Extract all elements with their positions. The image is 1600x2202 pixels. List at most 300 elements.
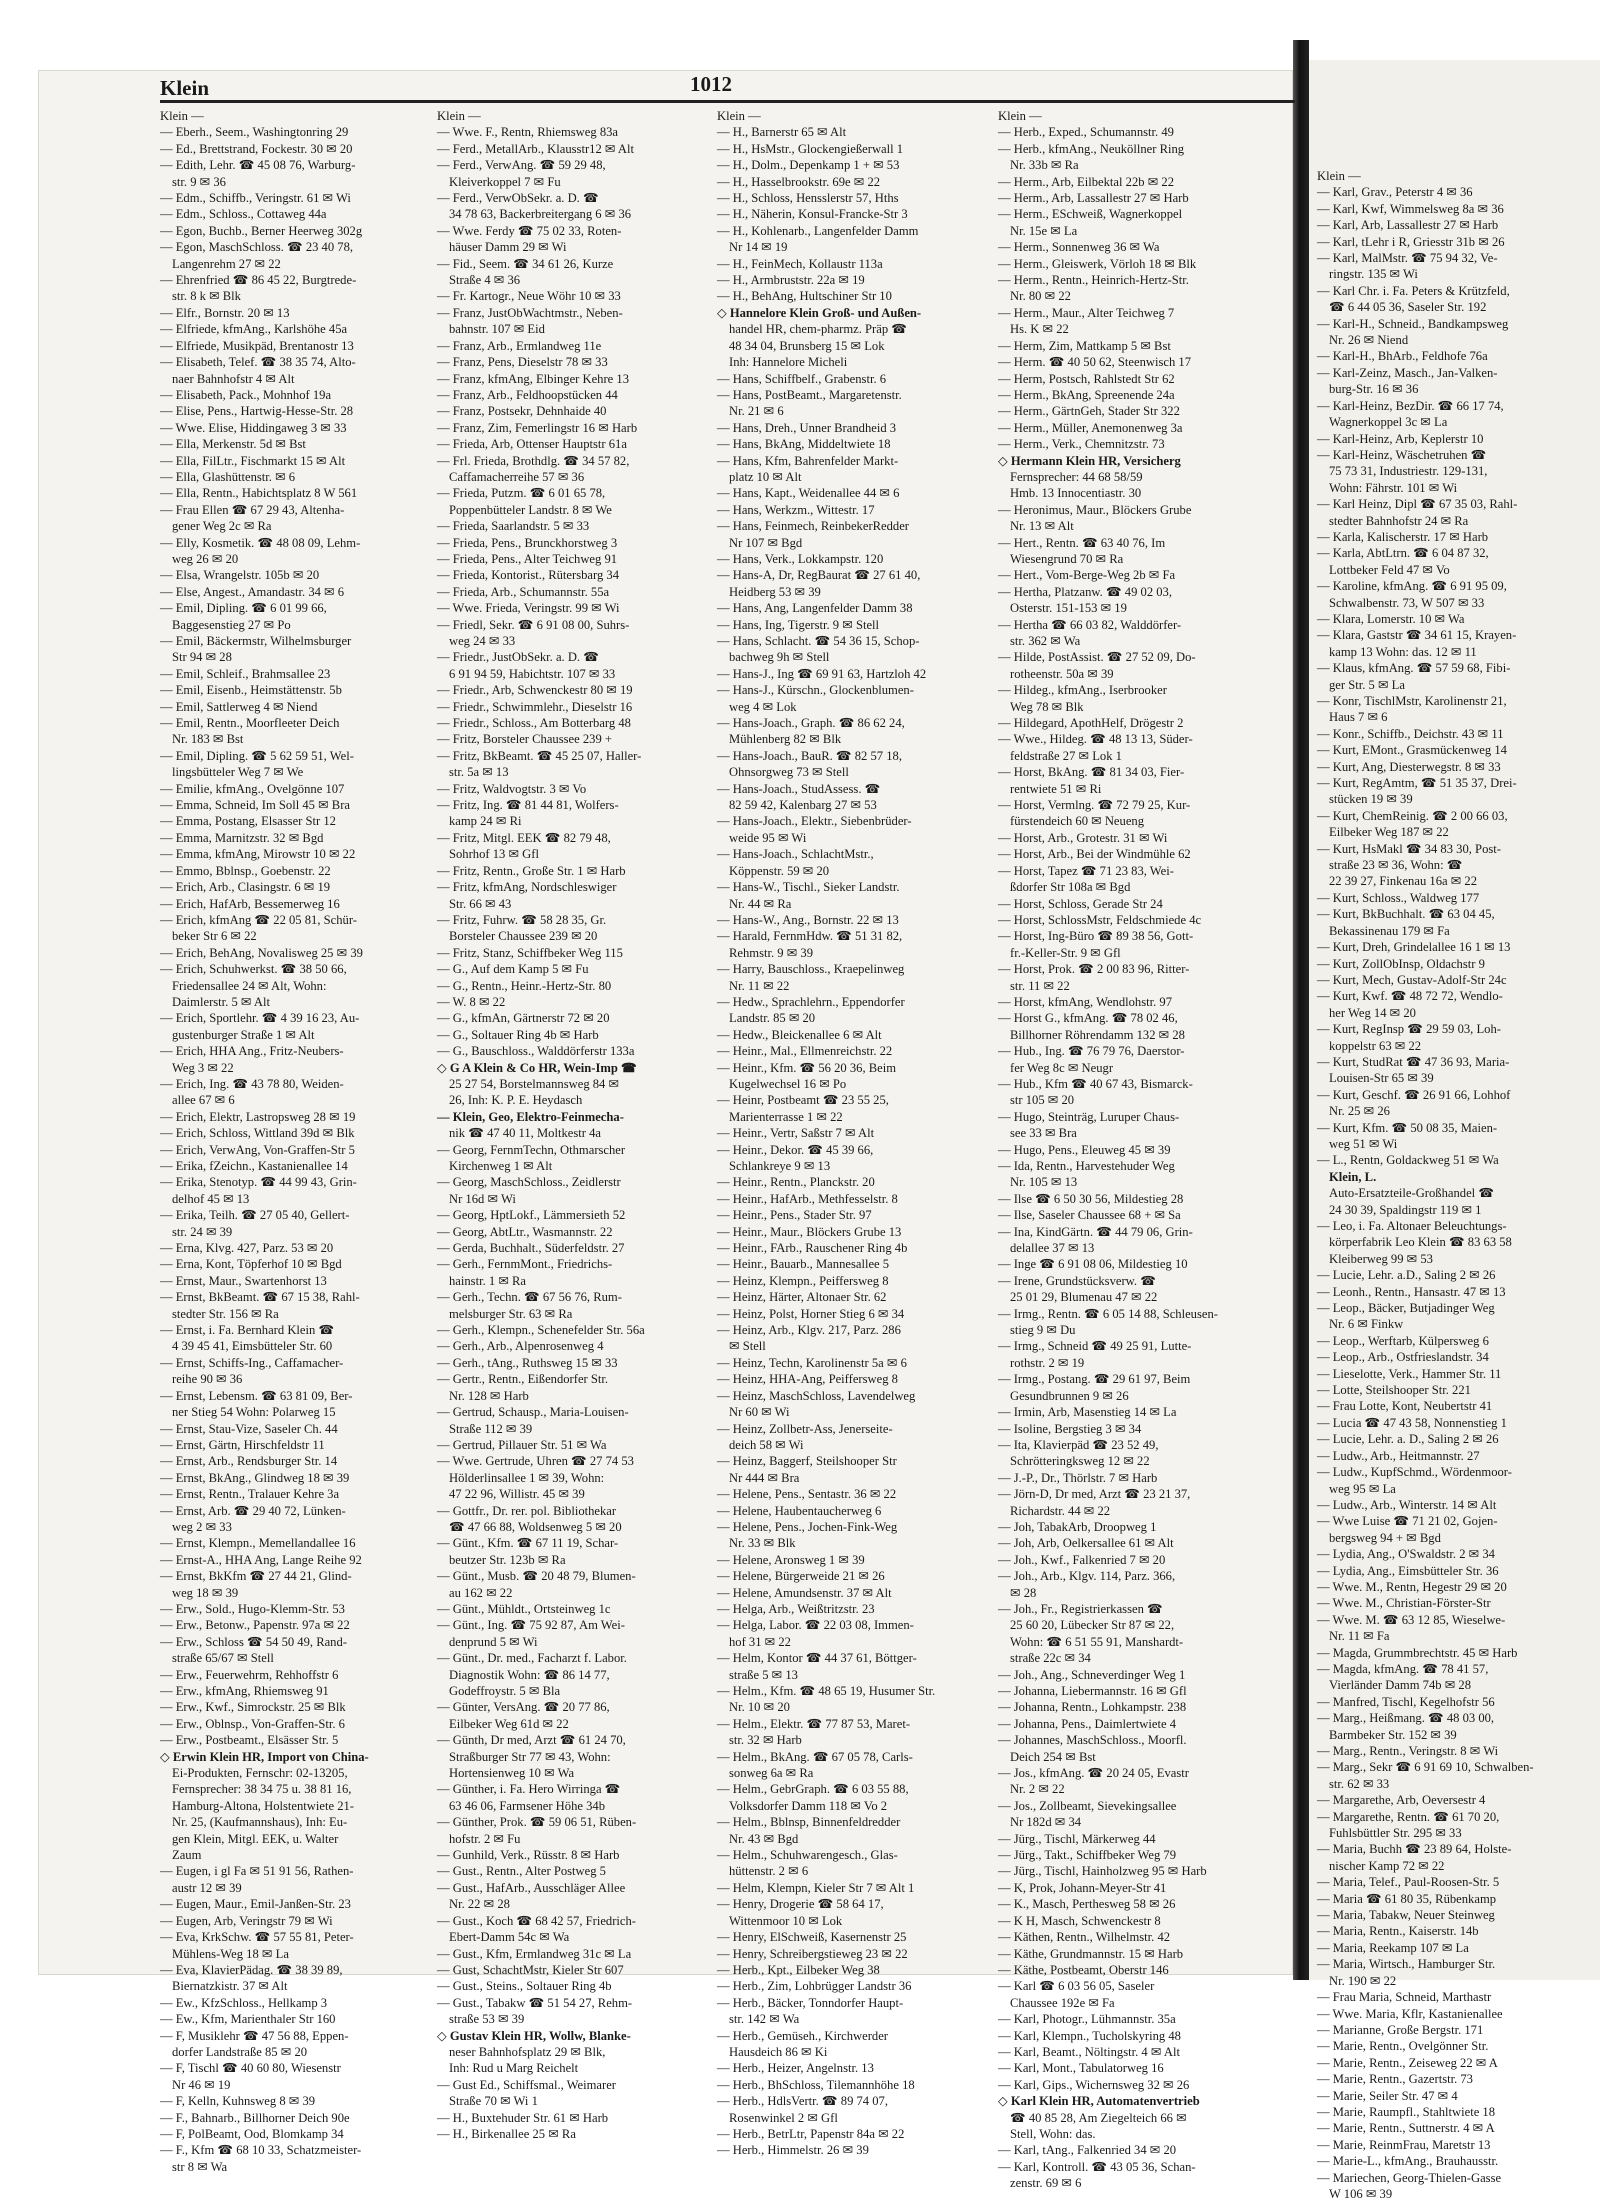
directory-entry: — Karl, Mont., Tabulatorweg 16 — [998, 2061, 1164, 2076]
directory-entry: fer Weg 8c ✉ Neugr — [1010, 1060, 1114, 1075]
directory-entry: Hausdeich 86 ✉ Ki — [729, 2044, 828, 2059]
directory-entry: — Ernst, Arb., Rendsburger Str. 14 — [160, 1454, 338, 1469]
directory-entry: Lottbeker Feld 47 ✉ Vo — [1329, 562, 1450, 577]
directory-entry: — Gust., Steins., Soltauer Ring 4b — [437, 1979, 612, 1994]
directory-entry: weide 95 ✉ Wi — [729, 830, 807, 845]
directory-entry: — Hedw., Bleickenallee 6 ✉ Alt — [717, 1027, 882, 1042]
directory-entry: — Günt., Kfm. ☎ 67 11 19, Schar- — [437, 1536, 619, 1551]
directory-entry: — Heinz, HHA-Ang, Peiffersweg 8 — [717, 1372, 898, 1387]
directory-entry: — Klaus, kfmAng. ☎ 57 59 68, Fibi- — [1317, 661, 1511, 676]
directory-entry: — Helene, Aronsweg 1 ✉ 39 — [717, 1552, 865, 1567]
directory-entry: — Ernst, Rentn., Tralauer Kehre 3a — [160, 1487, 340, 1502]
directory-entry: — Erich, Ing. ☎ 43 78 80, Weiden- — [160, 1076, 344, 1091]
directory-entry: — Hub., Ing. ☎ 76 79 76, Daerstor- — [998, 1044, 1185, 1059]
directory-entry: Kleiverkoppel 7 ✉ Fu — [449, 174, 561, 189]
directory-entry: — Lieselotte, Verk., Hammer Str. 11 — [1317, 1366, 1502, 1381]
directory-entry: — Fritz, Mitgl. EEK ☎ 82 79 48, — [437, 830, 611, 845]
directory-entry: — Marie-L., kfmAng., Brauhausstr. — [1317, 2154, 1499, 2169]
directory-entry: — Ella, Rentn., Habichtsplatz 8 W 561 — [160, 486, 358, 501]
directory-entry: — Ehrenfried ☎ 86 45 22, Burgtrede- — [160, 273, 357, 288]
directory-entry: — Lucie, Lehr. a.D., Saling 2 ✉ 26 — [1317, 1268, 1496, 1283]
directory-entry: — Helm., Elektr. ☎ 77 87 53, Maret- — [717, 1716, 911, 1731]
directory-entry: — Ernst, BkKfm ☎ 27 44 21, Glind- — [160, 1569, 352, 1584]
directory-entry: — G., Auf dem Kamp 5 ✉ Fu — [437, 962, 589, 977]
directory-entry: häuser Damm 29 ✉ Wi — [449, 240, 567, 255]
directory-entry: — Heinz, Härter, Altonaer Str. 62 — [717, 1290, 887, 1305]
directory-entry: — H., Hasselbrookstr. 69e ✉ 22 — [717, 174, 881, 189]
directory-entry: — Hans, Kfm, Bahrenfelder Markt- — [717, 453, 899, 468]
directory-entry: — Karla, Kalischerstr. 17 ✉ Harb — [1317, 529, 1489, 544]
directory-entry: — Irmg., Rentn. ☎ 6 05 14 88, Schleusen- — [998, 1306, 1218, 1321]
directory-entry: — Irmg., Schneid ☎ 49 25 91, Lutte- — [998, 1339, 1192, 1354]
directory-entry: Fernsprecher: 38 34 75 u. 38 81 16, — [172, 1782, 352, 1797]
directory-entry: — Erw., Oblnsp., Von-Graffen-Str. 6 — [160, 1716, 345, 1731]
directory-entry: — Wwe., Hildeg. ☎ 48 13 13, Süder- — [998, 732, 1193, 747]
directory-entry: — Ella, Glashüttenstr. ✉ 6 — [160, 469, 296, 484]
header-rule — [160, 100, 1295, 103]
directory-entry: — Horst, Ing-Büro ☎ 89 38 56, Gott- — [998, 929, 1194, 944]
directory-entry: — Karl-Heinz, Wäschetruhen ☎ — [1317, 447, 1487, 462]
directory-entry: — Marie, Rentn., Suttnerstr. 4 ✉ A — [1317, 2121, 1495, 2136]
directory-entry: weg 51 ✉ Wi — [1329, 1136, 1398, 1151]
directory-entry: — Frieda, Arb, Ottenser Hauptstr 61a — [437, 437, 627, 452]
directory-entry: Nr. 10 ✉ 20 — [729, 1700, 790, 1715]
directory-entry: — Gust., HafArb., Ausschläger Allee — [437, 1880, 626, 1895]
directory-entry: — Hans-J., Kürschn., Glockenblumen- — [717, 683, 914, 698]
directory-entry: — Irene, Grundstücksverw. ☎ — [998, 1273, 1156, 1288]
directory-entry: — Gottfr., Dr. rer. pol. Bibliothekar — [437, 1503, 617, 1518]
directory-entry: — Erika, fZeichn., Kastanienallee 14 — [160, 1159, 348, 1173]
directory-entry: — Gust., Koch ☎ 68 42 57, Friedrich- — [437, 1913, 636, 1928]
directory-entry: Caffamacherreihe 57 ✉ 36 — [449, 469, 585, 484]
column-head: Klein — — [998, 109, 1042, 123]
directory-entry: — Hans, Kapt., Weidenallee 44 ✉ 6 — [717, 486, 900, 501]
directory-entry: — Karl Chr. i. Fa. Peters & Krützfeld, — [1317, 283, 1510, 298]
directory-entry: str. 362 ✉ Wa — [1010, 634, 1081, 648]
directory-entry: — Egon, Buchb., Berner Heerweg 302g — [160, 223, 363, 238]
directory-entry: Mühlenberg 82 ✉ Blk — [729, 732, 842, 747]
directory-entry: Nr 107 ✉ Bgd — [729, 535, 803, 550]
directory-entry: — Heinr., FArb., Rauschener Ring 4b — [717, 1241, 908, 1256]
directory-entry: — Ernst, Gärtn, Hirschfeldstr 11 — [160, 1437, 325, 1452]
directory-entry: Billhorner Röhrendamm 132 ✉ 28 — [1010, 1027, 1185, 1042]
directory-entry: — Emil, Eisenb., Heimstättenstr. 5b — [160, 683, 342, 698]
directory-entry: — Frieda, Arb., Schumannstr. 55a — [437, 584, 610, 599]
directory-entry: stücken 19 ✉ 39 — [1329, 792, 1413, 807]
directory-entry: — Horst, Prok. ☎ 2 00 83 96, Ritter- — [998, 962, 1190, 977]
directory-entry: — Joh., Arb., Klgv. 114, Parz. 366, — [998, 1569, 1176, 1584]
directory-entry: — L., Rentn, Goldackweg 51 ✉ Wa — [1317, 1153, 1499, 1168]
directory-entry: Inh: Hannelore Micheli — [729, 355, 848, 370]
directory-entry: — Karl, tAng., Falkenried 34 ✉ 20 — [998, 2143, 1177, 2158]
directory-entry: — Friedr., Arb, Schwenckestr 80 ✉ 19 — [437, 683, 633, 698]
directory-entry: kamp 24 ✉ Ri — [449, 814, 522, 829]
directory-entry: — Ew., KfzSchloss., Hellkamp 3 — [160, 1995, 328, 2010]
directory-entry: — Henry, Schreibergstieweg 23 ✉ 22 — [717, 1946, 908, 1961]
directory-entry: — Herb., Exped., Schumannstr. 49 — [998, 125, 1174, 140]
directory-entry: — Herm., BkAng, Spreenende 24a — [998, 387, 1175, 402]
directory-entry: — Hert., Rentn. ☎ 63 40 76, Im — [998, 535, 1166, 550]
directory-entry: ner Stieg 54 Wohn: Polarweg 15 — [172, 1405, 336, 1420]
directory-entry: — Günter, VersAng. ☎ 20 77 86, — [437, 1700, 610, 1715]
directory-entry: — Wwe Luise ☎ 71 21 02, Gojen- — [1317, 1514, 1498, 1529]
column-head: Klein — — [1317, 169, 1361, 183]
directory-entry: — Gust Ed., Schiffsmal., Weimarer — [437, 2077, 616, 2092]
directory-entry: — Konr, TischlMstr, Karolinenstr 21, — [1317, 694, 1507, 708]
directory-entry: — Wwe. M. ☎ 63 12 85, Wieselwe- — [1317, 1612, 1506, 1627]
directory-entry: — Günth, Dr med, Arzt ☎ 61 24 70, — [437, 1733, 626, 1748]
directory-entry: beutzer Str. 123b ✉ Ra — [449, 1552, 566, 1567]
directory-entry: — Hedw., Sprachlehrn., Eppendorfer — [717, 994, 905, 1009]
directory-entry: — Hans-Joach., SchlachtMstr., — [717, 847, 874, 862]
directory-entry: — Emilie, kfmAng., Ovelgönne 107 — [160, 781, 345, 796]
directory-entry: — Hans-W., Tischl., Sieker Landstr. — [717, 880, 900, 895]
directory-entry: str. 11 ✉ 22 — [1010, 978, 1070, 993]
directory-entry: Nr 444 ✉ Bra — [729, 1470, 800, 1485]
directory-entry: — Georg, AbtLtr., Wasmannstr. 22 — [437, 1224, 613, 1239]
directory-entry: — Wwe. Ferdy ☎ 75 02 33, Roten- — [437, 223, 622, 238]
directory-entry: Wohn: ☎ 6 51 55 91, Manshardt- — [1010, 1634, 1184, 1649]
directory-entry: — Herm., Verk., Chemnitzstr. 73 — [998, 437, 1165, 452]
directory-entry: allee 67 ✉ 6 — [172, 1093, 235, 1108]
directory-entry: melsburger Str. 63 ✉ Ra — [449, 1306, 573, 1321]
directory-entry: Ebert-Damm 54c ✉ Wa — [449, 1930, 570, 1945]
directory-entry: — Lydia, Ang., Eimsbütteler Str. 36 — [1317, 1563, 1499, 1578]
directory-entry: — Ed., Brettstrand, Fockestr. 30 ✉ 20 — [160, 141, 353, 156]
directory-entry: str. 9 ✉ 36 — [172, 174, 226, 189]
directory-entry: — H., Dolm., Depenkamp 1 + ✉ 53 — [717, 158, 900, 173]
directory-entry: Nr 16d ✉ Wi — [449, 1191, 516, 1206]
directory-entry: rothstr. 2 ✉ 19 — [1010, 1355, 1085, 1370]
directory-entry: — Marianne, Große Bergstr. 171 — [1317, 2022, 1484, 2037]
directory-entry: platz 10 ✉ Alt — [729, 469, 802, 484]
directory-entry: — Friedr., Schwimmlehr., Dieselstr 16 — [437, 699, 633, 714]
directory-entry: — Erw., Sold., Hugo-Klemm-Str. 53 — [160, 1601, 345, 1616]
directory-entry: str. 142 ✉ Wa — [729, 2012, 800, 2027]
directory-entry: — Eva, KlavierPädag. ☎ 38 39 89, — [160, 1962, 343, 1977]
directory-entry: — Elise, Pens., Hartwig-Hesse-Str. 28 — [160, 404, 354, 419]
directory-entry: — Günt., Mühldt., Ortsteinweg 1c — [437, 1601, 611, 1616]
directory-entry: — Karoline, kfmAng. ☎ 6 91 95 09, — [1317, 579, 1507, 594]
directory-entry: — Friedr., Schloss., Am Botterbarg 48 — [437, 716, 631, 731]
directory-entry: — Herm., ESchweiß, Wagnerkoppel — [998, 207, 1183, 222]
directory-entry: — Emil, Rentn., Moorfleeter Deich — [160, 716, 340, 731]
directory-entry: ger Str. 5 ✉ La — [1329, 677, 1405, 692]
directory-entry: — Käthe, Postbeamt, Oberstr 146 — [998, 1962, 1169, 1977]
directory-entry: Kugelwechsel 16 ✉ Po — [729, 1076, 847, 1091]
directory-entry: — Gerh., FernmMont., Friedrichs- — [437, 1257, 613, 1272]
directory-entry: — Erich, Sportlehr. ☎ 4 39 16 23, Au- — [160, 1011, 360, 1026]
directory-entry: — Gust., Rentn., Alter Postweg 5 — [437, 1864, 606, 1879]
directory-entry: — Marie, ReinmFrau, Maretstr 13 — [1317, 2137, 1491, 2152]
directory-entry: Mühlens-Weg 18 ✉ La — [172, 1946, 289, 1961]
directory-entry: — Hugo, Pens., Eleuweg 45 ✉ 39 — [998, 1142, 1171, 1157]
directory-entry: Nr. 128 ✉ Harb — [449, 1388, 529, 1403]
directory-entry: — Heinr., Kfm. ☎ 56 20 36, Beim — [717, 1060, 897, 1075]
directory-entry: Nr 60 ✉ Wi — [729, 1405, 790, 1420]
directory-entry: zenstr. 69 ✉ 6 — [1010, 2176, 1082, 2191]
directory-entry: — Joh, TabakArb, Droopweg 1 — [998, 1519, 1157, 1534]
directory-entry: — Emil, Sattlerweg 4 ✉ Niend — [160, 699, 318, 714]
directory-entry: Borsteler Chaussee 239 ✉ 20 — [449, 929, 598, 944]
directory-entry: — Ferd., VerwObSekr. a. D. ☎ — [437, 191, 599, 206]
directory-entry: — Emil, Schleif., Brahmsallee 23 — [160, 666, 331, 681]
directory-entry: Nr. 11 ✉ 22 — [729, 978, 790, 993]
directory-entry: Nr. 43 ✉ Bgd — [729, 1831, 799, 1846]
directory-entry: Heidberg 53 ✉ 39 — [729, 584, 821, 599]
directory-entry: ◇ G A Klein & Co HR, Wein-Imp ☎ — [437, 1060, 637, 1075]
directory-entry: Nr. 25 ✉ 26 — [1329, 1104, 1390, 1119]
directory-entry: — Horst, Tapez ☎ 71 23 83, Wei- — [998, 863, 1174, 878]
directory-entry: — Heinz, Baggerf, Steilshooper Str — [717, 1454, 897, 1469]
directory-entry: weg 24 ✉ 33 — [449, 634, 516, 648]
directory-entry: Köppenstr. 59 ✉ 20 — [729, 863, 830, 878]
directory-entry: straße 23 ✉ 36, Wohn: ☎ — [1329, 858, 1463, 873]
directory-entry: — Edm., Schloss., Cottaweg 44a — [160, 207, 327, 222]
directory-entry: — Leop., Bäcker, Butjadinger Weg — [1317, 1301, 1495, 1316]
directory-entry: — Karl, Kontroll. ☎ 43 05 36, Schan- — [998, 2159, 1196, 2174]
directory-entry: — Magda, kfmAng. ☎ 78 41 57, — [1317, 1661, 1489, 1676]
directory-entry: 25 60 20, Lübecker Str 87 ✉ 22, — [1010, 1618, 1175, 1633]
directory-entry: — Elisabeth, Telef. ☎ 38 35 74, Alto- — [160, 355, 356, 370]
directory-entry: — Herm., Arb, Eilbektal 22b ✉ 22 — [998, 174, 1174, 189]
directory-entry: — Herb., kfmAng., Neuköllner Ring — [998, 141, 1185, 156]
directory-entry: weg 26 ✉ 20 — [172, 551, 239, 566]
directory-entry: — Ilse ☎ 6 50 30 56, Mildestieg 28 — [998, 1191, 1184, 1206]
directory-entry: Schlankreye 9 ✉ 13 — [729, 1159, 831, 1173]
directory-entry: — Karla, AbtLtrn. ☎ 6 04 87 32, — [1317, 546, 1489, 561]
directory-entry: — Frieda, Pens., Brunckhorstweg 3 — [437, 535, 618, 550]
directory-entry: — Herb., Gemüseh., Kirchwerder — [717, 2028, 889, 2043]
directory-entry: — Heinz, Klempn., Peiffersweg 8 — [717, 1273, 889, 1288]
directory-entry: — Emmo, Bblnsp., Goebenstr. 22 — [160, 863, 331, 878]
directory-entry: — H., Kohlenarb., Langenfelder Damm — [717, 223, 919, 238]
directory-entry: — Gertrud, Pillauer Str. 51 ✉ Wa — [437, 1437, 607, 1452]
directory-entry: — Herb., Bäcker, Tonndorfer Haupt- — [717, 1995, 904, 2010]
directory-entry: — Kurt, Mech, Gustav-Adolf-Str 24c — [1317, 972, 1507, 987]
directory-entry: bergsweg 94 + ✉ Bgd — [1329, 1530, 1441, 1545]
directory-entry: — Herb., Kpt., Eilbeker Weg 38 — [717, 1962, 880, 1977]
directory-entry: — Frieda, Kontorist., Rütersbarg 34 — [437, 568, 620, 583]
directory-entry: — Karl, Klempn., Tucholskyring 48 — [998, 2028, 1181, 2043]
directory-entry: — Helene, Pens., Sentastr. 36 ✉ 22 — [717, 1487, 897, 1502]
directory-entry: — Heinr., HafArb., Methfesselstr. 8 — [717, 1191, 898, 1206]
directory-entry: ringstr. 135 ✉ Wi — [1329, 267, 1418, 282]
directory-entry: — Ernst, Schiffs-Ing., Caffamacher- — [160, 1355, 344, 1370]
directory-entry: Sohrhof 13 ✉ Gfl — [449, 847, 539, 862]
directory-entry: — Henry, ElSchweiß, Kasernenstr 25 — [717, 1930, 907, 1945]
directory-entry: — Kurt, RegInsp ☎ 29 59 03, Loh- — [1317, 1022, 1501, 1037]
directory-entry: Nr. 2 ✉ 22 — [1010, 1782, 1065, 1797]
directory-entry: ßdorfer Str 108a ✉ Bgd — [1010, 880, 1131, 895]
directory-entry: — Jörn-D, Dr med, Arzt ☎ 23 21 37, — [998, 1487, 1191, 1502]
directory-entry: — Georg, MaschSchloss., Zeidlerstr — [437, 1175, 621, 1190]
directory-entry: — Johanna, Liebermannstr. 16 ✉ Gfl — [998, 1684, 1187, 1698]
directory-entry: Nr 46 ✉ 19 — [172, 2077, 231, 2092]
directory-entry: — Magda, Grummbrechtstr. 45 ✉ Harb — [1317, 1645, 1518, 1660]
directory-entry: — Eva, KrkSchw. ☎ 57 55 81, Peter- — [160, 1930, 354, 1945]
directory-entry: — Karl, Beamt., Nöltingstr. 4 ✉ Alt — [998, 2044, 1180, 2059]
directory-entry: hofstr. 2 ✉ Fu — [449, 1831, 521, 1846]
directory-entry: — Hans, Werkzm., Wittestr. 17 — [717, 502, 875, 517]
directory-entry: — Franz, Arb., Ermlandweg 11e — [437, 338, 602, 353]
directory-entry: stieg 9 ✉ Du — [1010, 1323, 1076, 1338]
directory-entry: — Hans-Joach., Graph. ☎ 86 62 24, — [717, 716, 905, 731]
directory-entry: burg-Str. 16 ✉ 36 — [1329, 382, 1419, 397]
directory-entry: — K, Prok, Johann-Meyer-Str 41 — [998, 1880, 1167, 1895]
directory-entry: — Käthe, Grundmannstr. 15 ✉ Harb — [998, 1946, 1184, 1961]
directory-entry: — H., HsMstr., Glockengießerwall 1 — [717, 141, 904, 156]
directory-entry: — G., Soltauer Ring 4b ✉ Harb — [437, 1027, 599, 1042]
directory-entry: — Maria, Telef., Paul-Roosen-Str. 5 — [1317, 1875, 1500, 1890]
directory-entry: — Elfriede, kfmAng., Karlshöhe 45a — [160, 322, 348, 337]
directory-entry: — Harald, FernmHdw. ☎ 51 31 82, — [717, 929, 903, 944]
directory-entry: — Jürg., Takt., Schiffbeker Weg 79 — [998, 1848, 1177, 1863]
directory-entry: rotheenstr. 50a ✉ 39 — [1010, 666, 1114, 681]
directory-entry: — Johanna, Pens., Daimlertwiete 4 — [998, 1716, 1177, 1731]
directory-entry: gustenburger Straße 1 ✉ Alt — [172, 1027, 315, 1042]
directory-entry: Hölderlinsallee 1 ✉ 39, Wohn: — [449, 1470, 605, 1485]
directory-entry: — Heinr., Mal., Ellmenreichstr. 22 — [717, 1044, 893, 1059]
directory-entry: — Isoline, Bergstieg 3 ✉ 34 — [998, 1421, 1142, 1436]
directory-entry: — Marg., Rentn., Veringstr. 8 ✉ Wi — [1317, 1744, 1499, 1758]
directory-entry: — Karl, MalMstr. ☎ 75 94 32, Ve- — [1317, 251, 1498, 266]
directory-entry: Wohn: Fährstr. 101 ✉ Wi — [1329, 480, 1458, 495]
directory-entry: Gesundbrunnen 9 ✉ 26 — [1010, 1388, 1129, 1403]
directory-entry: — Helene, Haubentaucherweg 6 — [717, 1503, 882, 1518]
directory-entry: ☎ 6 44 05 36, Saseler Str. 192 — [1329, 300, 1487, 315]
directory-entry: — Friedl, Sekr. ☎ 6 91 08 00, Suhrs- — [437, 617, 630, 632]
column-head: Klein — — [160, 109, 204, 123]
directory-entry: straße 5 ✉ 13 — [729, 1667, 798, 1682]
column-head: Klein — — [717, 109, 761, 123]
directory-entry: — Erich, kfmAng ☎ 22 05 81, Schür- — [160, 912, 357, 927]
directory-entry: Nr 182d ✉ 34 — [1010, 1815, 1082, 1830]
directory-entry: — Emma, Postang, Elsasser Str 12 — [160, 814, 336, 829]
directory-entry: — Heinr., Rentn., Planckstr. 20 — [717, 1175, 875, 1190]
directory-entry: sonweg 6a ✉ Ra — [729, 1766, 814, 1781]
directory-entry: — Irmin, Arb, Masenstieg 14 ✉ La — [998, 1405, 1177, 1420]
directory-entry: — Georg, HptLokf., Lämmersieth 52 — [437, 1208, 626, 1223]
directory-entry: — Karl Heinz, Dipl ☎ 67 35 03, Rahl- — [1317, 497, 1518, 512]
directory-entry: fürstendeich 60 ✉ Neueng — [1010, 814, 1144, 829]
directory-entry: 48 34 04, Brunsberg 15 ✉ Lok — [729, 338, 885, 353]
directory-entry: — Karl, Kwf, Wimmelsweg 8a ✉ 36 — [1317, 201, 1504, 216]
directory-entry: Schwalbenstr. 73, W 507 ✉ 33 — [1329, 595, 1485, 610]
directory-entry: — Erich, HafArb, Bessemerweg 16 — [160, 896, 340, 911]
directory-entry: 26, Inh: K. P. E. Heydasch — [449, 1093, 583, 1108]
directory-entry: — Erika, Teilh. ☎ 27 05 40, Gellert- — [160, 1208, 350, 1223]
directory-entry: — Herb., BetrLtr, Papenstr 84a ✉ 22 — [717, 2126, 905, 2141]
facing-page — [1309, 60, 1600, 2201]
directory-entry: — Helm., BkAng. ☎ 67 05 78, Carls- — [717, 1749, 913, 1764]
directory-entry: — Herb., Himmelstr. 26 ✉ 39 — [717, 2143, 869, 2158]
directory-entry: — Herm., Sonnenweg 36 ✉ Wa — [998, 240, 1160, 255]
directory-entry: ◇ Karl Klein HR, Automatenvertrieb — [998, 2094, 1200, 2109]
directory-entry: — Elfriede, Musikpäd, Brentanostr 13 — [160, 338, 354, 353]
directory-entry: — Kurt, HsMakl ☎ 34 83 30, Post- — [1317, 841, 1501, 856]
directory-entry: — Herm, Zim, Mattkamp 5 ✉ Bst — [998, 338, 1171, 353]
directory-entry: — Karl, Grav., Peterstr 4 ✉ 36 — [1317, 185, 1473, 200]
directory-entry: — Horst, SchlossMstr, Feldschmiede 4c — [998, 912, 1202, 927]
directory-entry: — Maria, Reekamp 107 ✉ La — [1317, 1940, 1469, 1955]
directory-entry: — G., Bauschloss., Walddörferstr 133a — [437, 1044, 635, 1059]
directory-entry: koppelstr 63 ✉ 22 — [1329, 1038, 1422, 1053]
directory-entry: Schrötteringksweg 12 ✉ 22 — [1010, 1454, 1150, 1469]
directory-entry: — Hans-Joach., StudAssess. ☎ — [717, 781, 881, 796]
directory-entry: — Frau Maria, Schneid, Marthastr — [1317, 1990, 1492, 2005]
directory-entry: ◇ Erwin Klein HR, Import von China- — [160, 1749, 369, 1764]
directory-entry: Weg 3 ✉ 22 — [172, 1060, 234, 1075]
directory-entry: delhof 45 ✉ 13 — [172, 1191, 250, 1206]
directory-entry: — Helga, Arb., Weißtritzstr. 23 — [717, 1601, 875, 1616]
directory-entry: weg 95 ✉ La — [1329, 1481, 1396, 1496]
directory-entry: — Kurt, Kfm. ☎ 50 08 35, Maien- — [1317, 1120, 1498, 1135]
directory-entry: — Heinz, Techn, Karolinenstr 5a ✉ 6 — [717, 1355, 907, 1370]
directory-entry: — Gertr., Rentn., Eißendorfer Str. — [437, 1372, 609, 1387]
directory-entry: Straße 70 ✉ Wi 1 — [449, 2094, 538, 2109]
directory-entry: Nr. 44 ✉ Ra — [729, 896, 792, 911]
directory-entry: — Hans, BkAng, Middeltwiete 18 — [717, 437, 891, 452]
directory-entry: 6 91 94 59, Habichtstr. 107 ✉ 33 — [449, 666, 616, 681]
column-head: Klein — — [437, 109, 481, 123]
directory-column-5 — [1317, 168, 1597, 2201]
directory-entry: — Günther, Prok. ☎ 59 06 51, Rüben- — [437, 1815, 637, 1830]
directory-column-1 — [160, 108, 418, 2174]
directory-entry: Nr. 33b ✉ Ra — [1010, 158, 1079, 173]
directory-entry: — Herm., Arb, Lassallestr 27 ✉ Harb — [998, 191, 1189, 206]
directory-entry: — Gerh., Techn. ☎ 67 56 76, Rum- — [437, 1290, 622, 1305]
directory-entry: — Fritz, kfmAng, Nordschleswiger — [437, 880, 617, 895]
directory-entry: ☎ 40 85 28, Am Ziegelteich 66 ✉ — [1010, 2110, 1187, 2125]
directory-entry: — Günt., Musb. ☎ 20 48 79, Blumen- — [437, 1569, 636, 1584]
directory-entry: Nr. 183 ✉ Bst — [172, 732, 244, 747]
directory-entry: Nr. 33 ✉ Blk — [729, 1536, 796, 1551]
directory-entry: — H., Birkenallee 25 ✉ Ra — [437, 2126, 576, 2141]
directory-entry: — Leonh., Rentn., Hansastr. 47 ✉ 13 — [1317, 1284, 1506, 1299]
directory-entry: — Eberh., Seem., Washingtonring 29 — [160, 125, 349, 140]
directory-entry: — Kurt, Geschf. ☎ 26 91 66, Lohhof — [1317, 1087, 1511, 1102]
directory-entry: 63 46 06, Farmsener Höhe 34b — [449, 1798, 605, 1813]
directory-entry: — Gerh., Arb., Alpenrosenweg 4 — [437, 1339, 604, 1354]
directory-entry: Wagnerkoppel 3c ✉ La — [1329, 415, 1448, 430]
directory-entry: — Hertha, Platzanw. ☎ 49 02 03, — [998, 584, 1173, 599]
directory-entry: — Harry, Bauschloss., Kraepelinweg — [717, 962, 905, 977]
directory-entry: — Edith, Lehr. ☎ 45 08 76, Warburg- — [160, 158, 356, 173]
directory-entry: — Maria ☎ 61 80 35, Rübenkamp — [1317, 1891, 1497, 1906]
directory-entry: — Herm. ☎ 40 50 62, Steenwisch 17 — [998, 355, 1192, 370]
directory-entry: hüttenstr. 2 ✉ 6 — [729, 1864, 809, 1879]
directory-entry: — Kurt, BkBuchhalt. ☎ 63 04 45, — [1317, 907, 1495, 922]
directory-entry: — H., FeinMech, Kollaustr 113a — [717, 256, 883, 271]
directory-entry: — Ernst, BkAng., Glindweg 18 ✉ 39 — [160, 1470, 350, 1485]
directory-entry: — Heronimus, Maur., Blöckers Grube — [998, 502, 1192, 517]
directory-entry: Langenrehm 27 ✉ 22 — [172, 256, 281, 271]
directory-entry: — K., Masch, Perthesweg 58 ✉ 26 — [998, 1897, 1176, 1912]
directory-entry: hof 31 ✉ 22 — [729, 1634, 791, 1649]
directory-entry: — Gust., Kfm, Ermlandweg 31c ✉ La — [437, 1946, 632, 1961]
directory-entry: — Egon, MaschSchloss. ☎ 23 40 78, — [160, 240, 354, 255]
directory-entry: — F, Tischl ☎ 40 60 80, Wiesenstr — [160, 2061, 341, 2076]
directory-entry: — Wwe. Maria, Kflr, Kastanienallee — [1317, 2006, 1503, 2021]
directory-entry: — Heinr., Maur., Blöckers Grube 13 — [717, 1224, 902, 1239]
directory-entry: — Herm., Müller, Anemonenweg 3a — [998, 420, 1183, 435]
directory-entry: — Kurt, Schloss., Waldweg 177 — [1317, 890, 1480, 905]
directory-entry: straße 22c ✉ 34 — [1010, 1651, 1091, 1666]
directory-entry: — Horst, BkAng. ☎ 81 34 03, Fier- — [998, 765, 1185, 780]
directory-entry: — Wwe. F., Rentn, Rhiemsweg 83a — [437, 125, 618, 140]
directory-entry: — Erich, Arb., Clasingstr. 6 ✉ 19 — [160, 880, 331, 895]
